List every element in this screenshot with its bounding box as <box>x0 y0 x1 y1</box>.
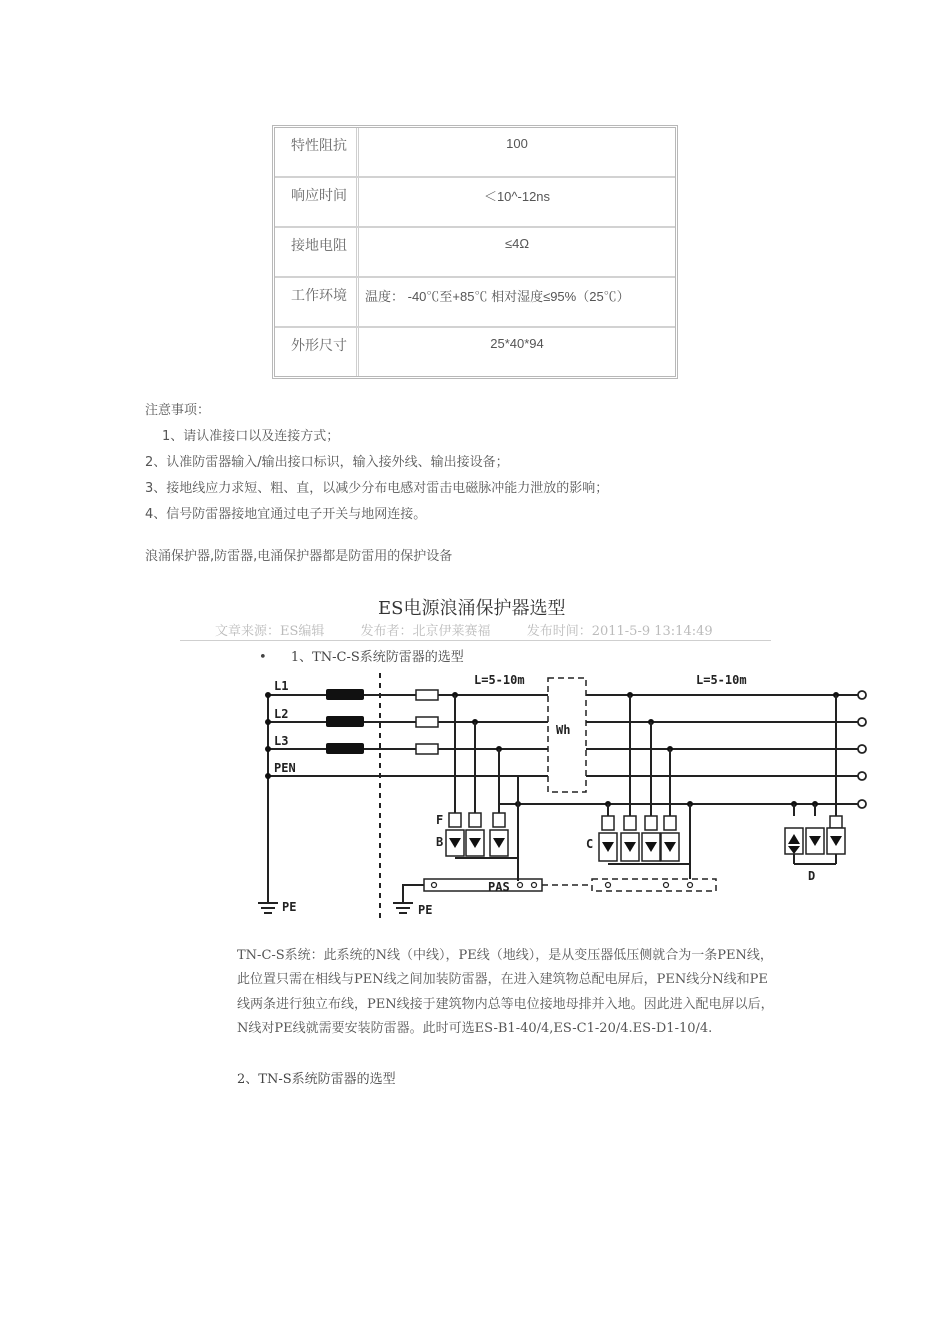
tagline: 浪涌保护器,防雷器,电涌保护器都是防雷用的保护设备 <box>145 549 453 564</box>
row-value: ≤4Ω <box>504 236 530 251</box>
label-f: F <box>436 813 444 827</box>
table-row <box>275 128 675 178</box>
label-c: C <box>586 837 594 851</box>
tn-c-s-wiring-diagram <box>258 668 870 924</box>
row-value: 100 <box>506 136 528 151</box>
table-row <box>275 178 675 228</box>
label-b: B <box>436 835 444 849</box>
label-pas: PAS <box>488 880 510 894</box>
label-l1: L1 <box>274 679 289 693</box>
section-2-title: 2、TN-S系统防雷器的选型 <box>237 1072 396 1087</box>
row-label: 特性阻抗 <box>275 128 359 176</box>
row-label: 响应时间 <box>275 178 359 226</box>
label-distance-left: L=5-10m <box>474 673 525 687</box>
label-distance-right: L=5-10m <box>696 673 747 687</box>
note-item: 3、接地线应力求短、粗、直，以减少分布电感对雷击电磁脉冲能力泄放的影响； <box>145 481 609 496</box>
divider <box>180 640 771 641</box>
table-row <box>275 328 675 376</box>
note-item: 1、请认准接口以及连接方式； <box>162 429 340 444</box>
article-title: ES电源浪涌保护器选型 <box>378 598 566 619</box>
row-label: 接地电阻 <box>275 228 359 276</box>
bullet-icon: • <box>259 650 267 665</box>
row-value: ＜10^-12ns <box>483 189 551 204</box>
tn-c-s-paragraph: TN-C-S系统：此系统的N线（中线），PE线（地线），是从变压器低压侧就合为一条PEN线，此位置只需在相线与PEN线之间加装防雷器，在进入建筑物总配电屏后，PEN线分N线和PE线两条进行独立布线，PEN线接于建筑物内总等电位接地母排并入地。因此进入配电屏以后，N线对PE线就需要安装防雷器。此时可选ES-B1-40/4,ES-C1-20/4.ES-D1-10/4. <box>237 948 774 1037</box>
row-value: 25*40*94 <box>490 336 544 351</box>
meta-publisher: 发布者：北京伊莱赛福 <box>360 624 491 639</box>
notes-section <box>145 402 608 532</box>
row-value: 温度： -40℃至+85℃ 相对湿度≤95%（25℃） <box>365 289 630 304</box>
label-d: D <box>808 869 816 883</box>
spec-table <box>272 125 678 379</box>
table-row <box>275 278 675 328</box>
note-item: 2、认准防雷器输入/输出接口标识，输入接外线、输出接设备； <box>145 455 509 470</box>
section-1-title: 1、TN-C-S系统防雷器的选型 <box>290 650 464 665</box>
meta-source: 文章来源：ES编辑 <box>215 624 325 639</box>
label-wh: Wh <box>556 723 571 737</box>
label-pen: PEN <box>274 761 296 775</box>
table-row <box>275 228 675 278</box>
meta-time: 发布时间：2011-5-9 13:14:49 <box>526 624 713 639</box>
label-pe-left: PE <box>282 900 297 914</box>
label-l2: L2 <box>274 707 289 721</box>
note-item: 4、信号防雷器接地宜通过电子开关与地网连接。 <box>145 507 427 522</box>
row-label: 工作环境 <box>275 278 359 326</box>
section-heading-1 <box>259 646 464 665</box>
label-pe-mid: PE <box>418 903 433 917</box>
row-label: 外形尺寸 <box>275 328 359 376</box>
label-l3: L3 <box>274 734 289 748</box>
article-meta <box>215 620 745 639</box>
notes-heading: 注意事项： <box>145 403 211 418</box>
